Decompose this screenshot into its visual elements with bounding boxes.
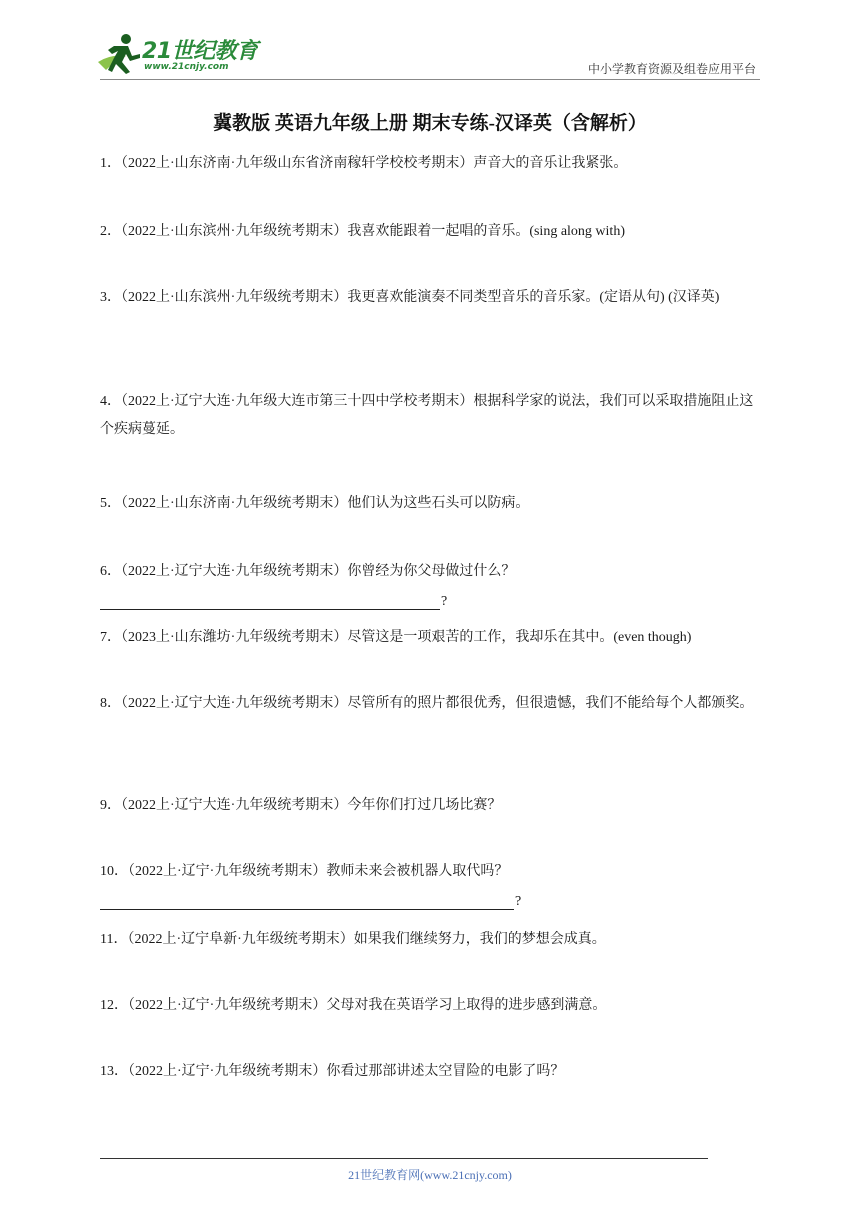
document-title: 冀教版 英语九年级上册 期末专练-汉译英（含解析） <box>213 113 647 134</box>
logo-url: www.21cnjy.com <box>144 62 229 72</box>
header-divider <box>100 79 760 80</box>
question-text: （2022上·辽宁·九年级统考期末）你看过那部讲述太空冒险的电影了吗？ <box>128 1064 565 1079</box>
answer-blank[interactable] <box>100 588 762 610</box>
question-item <box>100 690 762 792</box>
site-logo[interactable] <box>96 32 266 78</box>
question-number: 10． <box>100 864 128 879</box>
question-text: （2022上·山东济南·九年级山东省济南稼轩学校校考期末）声音大的音乐让我紧张。 <box>121 156 628 171</box>
question-number: 4． <box>100 394 121 409</box>
question-text: （2022上·山东滨州·九年级统考期末）我喜欢能跟着一起唱的音乐。(sing along with) <box>121 224 625 239</box>
question-item <box>100 926 762 992</box>
question-mark: ? <box>441 594 448 609</box>
question-number: 3． <box>100 290 121 305</box>
question-item <box>100 992 762 1058</box>
question-item <box>100 624 762 690</box>
question-number: 12． <box>100 998 128 1013</box>
runner-logo-icon <box>96 32 142 76</box>
footer-link[interactable]: 21世纪教育网(www.21cnjy.com) <box>348 1168 512 1182</box>
question-number: 8． <box>100 696 121 711</box>
question-text: （2022上·辽宁大连·九年级统考期末）尽管所有的照片都很优秀，但很遗憾，我们不能给每个人都颁奖。 <box>121 696 754 711</box>
platform-tagline: 中小学教育资源及组卷应用平台 <box>587 62 756 76</box>
question-number: 6． <box>100 564 121 579</box>
question-item <box>100 558 762 624</box>
logo-title: 21世纪教育 <box>142 39 258 64</box>
question-item <box>100 792 762 858</box>
question-item <box>100 284 762 388</box>
question-mark: ? <box>515 894 522 909</box>
question-number: 13． <box>100 1064 128 1079</box>
question-number: 1． <box>100 156 121 171</box>
answer-blank[interactable] <box>100 888 762 910</box>
question-item <box>100 150 762 218</box>
question-number: 5． <box>100 496 121 511</box>
question-text: （2023上·山东潍坊·九年级统考期末）尽管这是一项艰苦的工作，我却乐在其中。(even though) <box>121 630 692 645</box>
question-text: （2022上·山东济南·九年级统考期末）他们认为这些石头可以防病。 <box>121 496 530 511</box>
question-number: 7． <box>100 630 121 645</box>
page-header <box>0 0 860 82</box>
question-text: （2022上·辽宁大连·九年级统考期末）今年你们打过几场比赛？ <box>121 798 502 813</box>
question-number: 2． <box>100 224 121 239</box>
question-number: 11． <box>100 932 128 947</box>
question-text: （2022上·辽宁大连·九年级统考期末）你曾经为你父母做过什么？ <box>121 564 516 579</box>
footer-divider <box>100 1158 708 1159</box>
question-item <box>100 858 762 926</box>
question-text: （2022上·山东滨州·九年级统考期末）我更喜欢能演奏不同类型音乐的音乐家。(定语从句) (汉译英) <box>121 290 720 305</box>
question-text: （2022上·辽宁阜新·九年级统考期末）如果我们继续努力，我们的梦想会成真。 <box>127 932 606 947</box>
question-item <box>100 388 762 490</box>
question-text: （2022上·辽宁·九年级统考期末）教师未来会被机器人取代吗？ <box>128 864 509 879</box>
question-number: 9． <box>100 798 121 813</box>
question-text: （2022上·辽宁大连·九年级大连市第三十四中学校考期末）根据科学家的说法，我们可以采取措施阻止这个疾病蔓延。 <box>100 394 754 437</box>
question-text: （2022上·辽宁·九年级统考期末）父母对我在英语学习上取得的进步感到满意。 <box>128 998 607 1013</box>
question-item <box>100 1058 762 1098</box>
question-list <box>100 150 762 1098</box>
question-item <box>100 490 762 558</box>
question-item <box>100 218 762 284</box>
